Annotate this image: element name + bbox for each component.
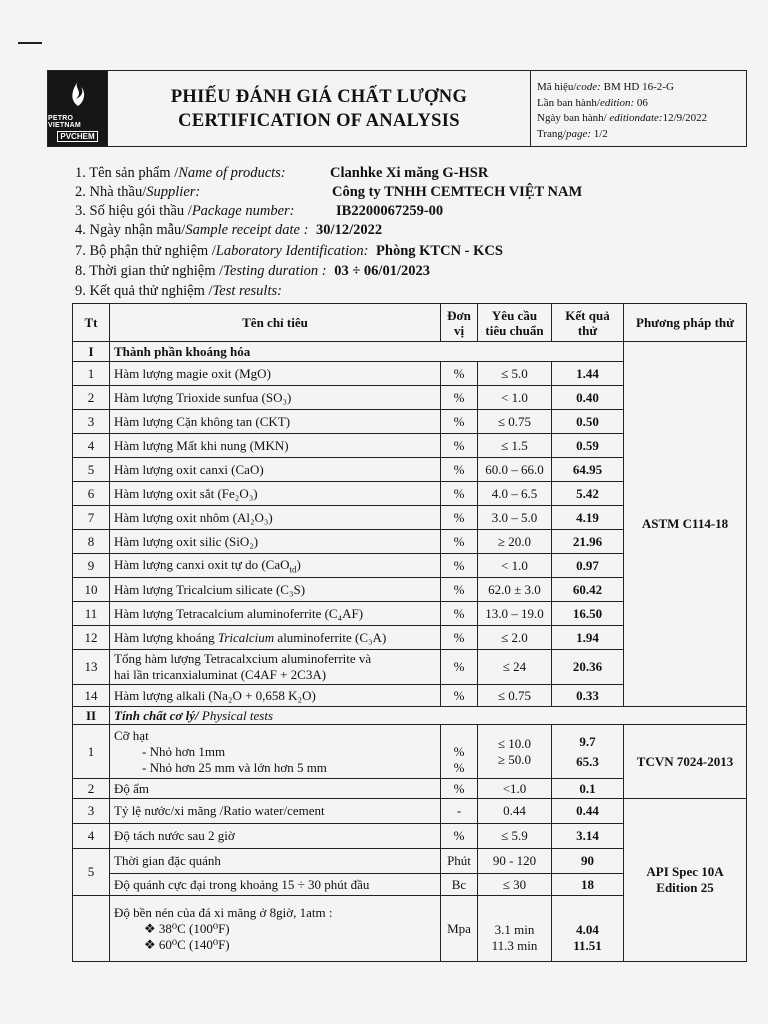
method-cell: ASTM C114-18: [624, 342, 747, 707]
table-row: 4 Độ tách nước sau 2 giờ % ≤ 5.9 3.14: [73, 824, 747, 849]
col-header-unit: Đơn vị: [441, 304, 478, 342]
info-row-results: 9. Kết quả thử nghiệm /Test results:: [75, 283, 282, 299]
table-row: 6 Hàm lượng oxit sắt (Fe₂O₃) % 4.0 – 6.5 5.42: [73, 482, 747, 506]
info-row-product: 1. Tên sản phẩm /Name of products: Clanhke Xi măng G-HSR: [75, 165, 489, 181]
document-title-en: CERTIFICATION OF ANALYSIS: [178, 110, 460, 131]
table-row: 3 Tỷ lệ nước/xi măng /Ratio water/cement - 0.44 0.44 API Spec 10A Edition 25: [73, 799, 747, 824]
table-row: 3 Hàm lượng Cặn không tan (CKT) % ≤ 0.75 0.50: [73, 410, 747, 434]
table-row: 8 Hàm lượng oxit silic (SiO₂) % ≥ 20.0 21.96: [73, 530, 747, 554]
section-title: Tính chất cơ lý/ Physical tests: [110, 707, 747, 725]
logo-text-top: PETRO VIETNAM: [48, 115, 81, 129]
table-row: Độ quánh cực đại trong khoảng 15 ÷ 30 phút đầu Bc ≤ 30 18: [73, 874, 747, 896]
table-row: 5 Hàm lượng oxit canxi (CaO) % 60.0 – 66.0 64.95: [73, 458, 747, 482]
col-header-requirement: Yêu cầu tiêu chuẩn: [478, 304, 552, 342]
info-row-package: 3. Số hiệu gói thầu /Package number: IB2200067259-00: [75, 203, 444, 219]
company-logo: [48, 71, 108, 146]
col-header-result: Kết quả thử: [552, 304, 624, 342]
table-row: 13 Tổng hàm lượng Tetracalxcium aluminoferrite và hai lần tricanxialuminat (C4AF + 2C3A) % ≤ 24 20.36: [73, 650, 747, 685]
margin-mark: [18, 42, 42, 44]
info-row-supplier: 2. Nhà thầu/Supplier: Công ty TNHH CEMTECH VIỆT NAM: [75, 184, 583, 200]
section-number: II: [73, 707, 110, 725]
method-cell: TCVN 7024-2013: [624, 725, 747, 799]
method-cell: API Spec 10A Edition 25: [624, 799, 747, 962]
flame-icon: [63, 79, 93, 109]
table-row: 1 Hàm lượng magie oxit (MgO) % ≤ 5.0 1.44: [73, 362, 747, 386]
col-header-method: Phương pháp thử: [624, 304, 747, 342]
section-row: [73, 342, 747, 362]
table-row: 10 Hàm lượng Tricalcium silicate (C₃S) % 62.0 ± 3.0 60.42: [73, 578, 747, 602]
col-header-tt: Tt: [73, 304, 110, 342]
table-row: 14 Hàm lượng alkali (Na₂O + 0,658 K₂O) % ≤ 0.75 0.33: [73, 685, 747, 707]
logo-text-bottom: PVCHEM: [57, 131, 97, 142]
table-row: 11 Hàm lượng Tetracalcium aluminoferrite (C₄AF) % 13.0 – 19.0 16.50: [73, 602, 747, 626]
table-row: 4 Hàm lượng Mất khi nung (MKN) % ≤ 1.5 0.59: [73, 434, 747, 458]
table-row: 9 Hàm lượng canxi oxit tự do (CaO$_{td}$) % < 1.0 0.97: [73, 554, 747, 578]
title-block: [108, 71, 531, 146]
section-title: Thành phần khoáng hóa: [110, 342, 624, 362]
doc-edition: Lần ban hành/edition: 06: [537, 96, 648, 109]
table-row: 5 Thời gian đặc quánh Phút 90 - 120 90: [73, 849, 747, 874]
test-results-table: [72, 303, 747, 962]
doc-edition-date: Ngày ban hành/ editiondate:12/9/2022: [537, 112, 708, 124]
table-row: 2 Độ ẩm % <1.0 0.1: [73, 779, 747, 799]
col-header-name: Tên chỉ tiêu: [110, 304, 441, 342]
section-row: [73, 707, 747, 725]
doc-page: Trang/page: 1/2: [537, 127, 608, 140]
info-row-duration: 8. Thời gian thử nghiệm /Testing duration : 03 ÷ 06/01/2023: [75, 263, 430, 279]
info-row-lab: 7. Bộ phận thử nghiệm /Laboratory Identification: Phòng KTCN - KCS: [75, 243, 503, 259]
table-row: 7 Hàm lượng oxit nhôm (Al₂O₃) % 3.0 – 5.0 4.19: [73, 506, 747, 530]
table-header-row: [73, 304, 747, 342]
document-header: [47, 70, 747, 147]
info-row-receipt-date: 4. Ngày nhận mẫu/Sample receipt date : 30/12/2022: [75, 222, 383, 238]
table-row: Độ bền nén của đá xi măng ở 8giờ, 1atm : ❖ 38⁰C (100⁰F) ❖ 60⁰C (140⁰F) Mpa 3.1 min 11.3 min 4.04 11.51: [73, 896, 747, 962]
section-number: I: [73, 342, 110, 362]
table-row: 1 Cỡ hạt - Nhỏ hơn 1mm - Nhỏ hơn 25 mm và lớn hơn 5 mm % % ≤ 10.0 ≥ 50.0 9.7 65.3 TCVN 7024-2013: [73, 725, 747, 779]
table-row: 2 Hàm lượng Trioxide sunfua (SO₃) % < 1.0 0.40: [73, 386, 747, 410]
document-title-vn: PHIẾU ĐÁNH GIÁ CHẤT LƯỢNG: [170, 86, 468, 107]
table-row: 12 Hàm lượng khoáng Tricalcium aluminoferrite (C₃A) % ≤ 2.0 1.94: [73, 626, 747, 650]
doc-code: Mã hiệu/code: BM HD 16-2-G: [537, 81, 674, 93]
document-control-info: [531, 71, 746, 146]
